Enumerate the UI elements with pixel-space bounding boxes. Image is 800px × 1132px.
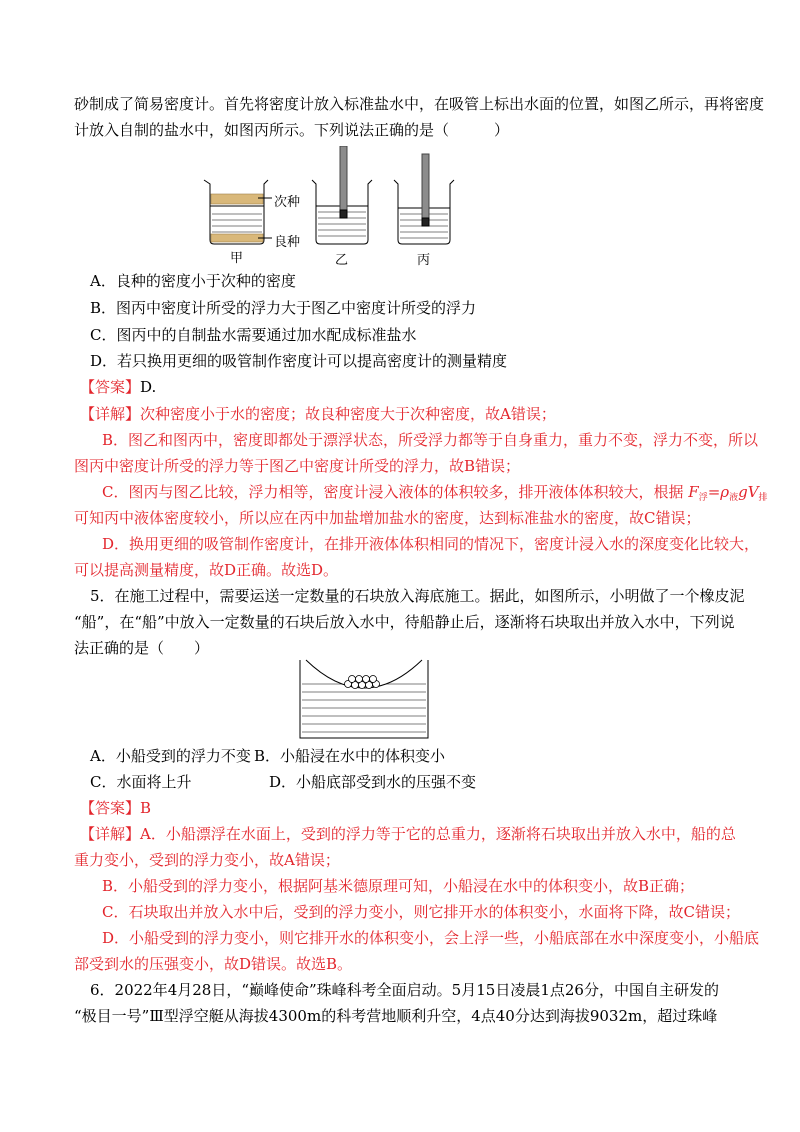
q4-option-a: A．良种的密度小于次种的密度 <box>90 272 296 290</box>
q5-detail-line-3: B．小船受到的浮力变小，根据阿基米德原理可知，小船浸在水中的体积变小，故B正确； <box>102 877 695 895</box>
beaker-jia <box>204 180 272 244</box>
q4-option-d: D．若只换用更细的吸管制作密度计可以提高密度计的测量精度 <box>90 352 508 370</box>
label-bing: 丙 <box>417 253 431 268</box>
detail-text: 次种密度小于水的密度；故良种密度大于次种密度，故A错误； <box>140 405 556 423</box>
q4-stem-line-2: 计放入自制的盐水中，如图丙所示。下列说法正确的是（ ） <box>74 121 510 139</box>
formula-eq: =ρ <box>707 483 730 501</box>
answer-tag: 【答案】 <box>80 378 141 396</box>
detail-tag: 【详解】 <box>80 825 141 843</box>
answer-tag: 【答案】 <box>80 799 141 817</box>
q5-stem-line-2: “船”，在“船”中放入一定数量的石块后放入水中，待船静止后，逐渐将石块取出并放入水中，下列说 <box>74 613 735 631</box>
q5-option-d: D．小船底部受到水的压强不变 <box>269 773 477 791</box>
label-liang-zhong: 良种 <box>274 235 301 250</box>
q4-detail-line-4 <box>102 482 768 508</box>
q5-detail-line-4: C．石块取出并放入水中后，受到的浮力变小，则它排开水的体积变小，水面将下降，故C错误； <box>102 903 740 921</box>
q4-option-c: C．图丙中的自制盐水需要通过加水配成标准盐水 <box>90 326 417 344</box>
beaker-bing <box>394 154 454 244</box>
q5-detail-line-2: 重力变小，受到的浮力变小，故A错误； <box>74 851 340 869</box>
q4-detail-line-5: 可知丙中液体密度较小，所以应在丙中加盐增加盐水的密度，达到标准盐水的密度，故C错误； <box>74 509 701 527</box>
q4-detail-line-6: D．换用更细的吸管制作密度计，在排开液体体积相同的情况下，密度计浸入水的深度变化比较大， <box>102 535 760 553</box>
q5-detail-line-1 <box>80 824 740 844</box>
formula-v-sub: 排 <box>758 493 768 503</box>
q6-stem-line-2: “极目一号”Ⅲ型浮空艇从海拔4300m的科考营地顺利升空，4点40分达到海拔9032m，超过珠峰 <box>74 1007 718 1025</box>
q4-detail-line-7: 可以提高测量精度，故D正确。故选D。 <box>74 561 339 579</box>
q5-stem-line-1: 5．在施工过程中，需要运送一定数量的石块放入海底施工。据此，如图所示，小明做了一个橡皮泥 <box>90 587 745 605</box>
label-yi: 乙 <box>335 253 349 268</box>
answer-value: B <box>140 799 152 817</box>
q4-detail-line-2: B．图乙和图丙中，密度即都处于漂浮状态，所受浮力都等于自身重力，重力不变，浮力不变，所以 <box>102 431 759 449</box>
formula-gv: gV <box>738 483 759 501</box>
q5-option-a: A．小船受到的浮力不变 <box>90 747 251 765</box>
q6-stem-line-1: 6．2022年4月28日，“巅峰使命”珠峰科考全面启动。5月15日凌晨1点26分，中国自主研发的 <box>90 981 719 999</box>
beaker-yi <box>312 146 372 244</box>
detail-tag: 【详解】 <box>80 405 141 423</box>
formula-f-sub: 浮 <box>698 493 708 503</box>
answer-value: D. <box>140 378 157 396</box>
q4-answer <box>80 377 740 397</box>
q5-figure-boat <box>298 656 432 742</box>
formula-f: F <box>688 483 699 501</box>
label-jia: 甲 <box>230 251 244 266</box>
q5-answer <box>80 798 740 818</box>
q4-detail-line-3: 图丙中密度计所受的浮力等于图乙中密度计所受的浮力，故B错误； <box>74 457 521 475</box>
q5-detail-line-6: 部受到水的压强变小，故D错误。故选B。 <box>74 955 353 973</box>
formula-rho-sub: 液 <box>729 493 739 503</box>
q5-option-b: B．小船浸在水中的体积变小 <box>254 747 446 765</box>
detail-text: C．图丙与图乙比较，浮力相等，密度计浸入液体的体积较多，排开液体体积较大，根据 <box>102 483 684 501</box>
q4-detail-line-1 <box>80 404 740 424</box>
buoyancy-formula <box>688 483 767 501</box>
q5-detail-line-5: D．小船受到的浮力变小，则它排开水的体积变小，会上浮一些，小船底部在水中深度变小，小船底 <box>102 929 760 947</box>
q5-option-c: C．水面将上升 <box>90 773 192 791</box>
label-ci-zhong: 次种 <box>274 195 301 210</box>
q5-stem-line-3: 法正确的是（ ） <box>74 639 210 657</box>
q4-option-b: B．图丙中密度计所受的浮力大于图乙中密度计所受的浮力 <box>90 299 477 317</box>
detail-text: A．小船漂浮在水面上，受到的浮力等于它的总重力，逐渐将石块取出并放入水中，船的总 <box>140 825 736 843</box>
q4-stem-line-1: 砂制成了简易密度计。首先将密度计放入标准盐水中，在吸管上标出水面的位置，如图乙所示，再将密度 <box>74 95 765 113</box>
